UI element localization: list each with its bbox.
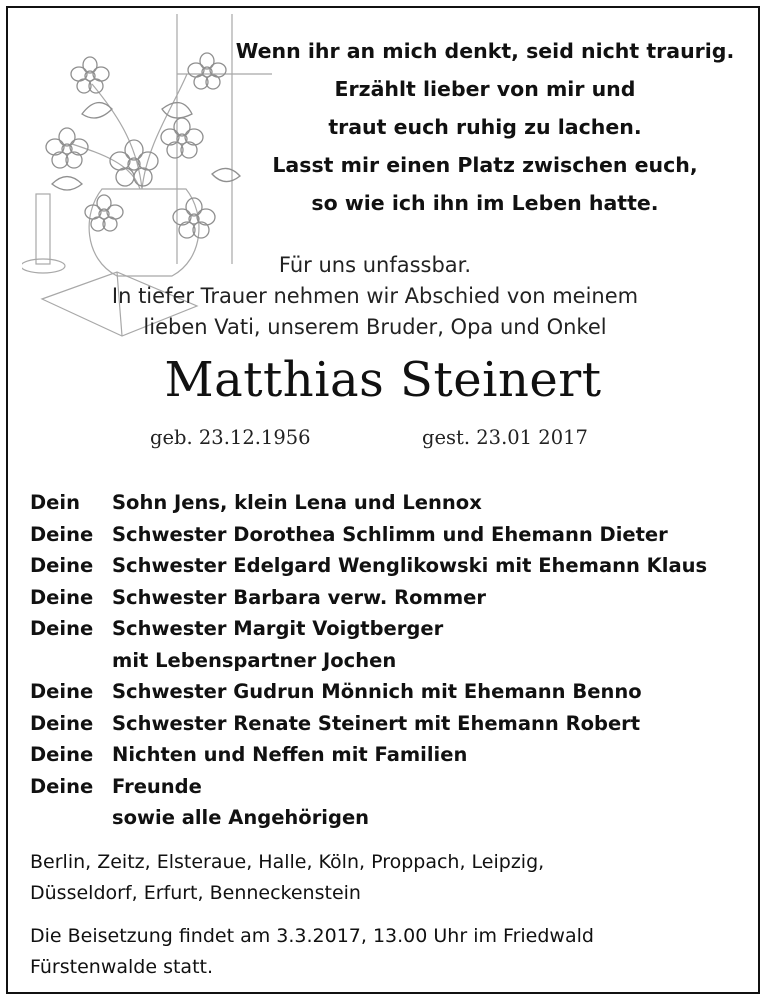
survivor-names: Schwester Margit Voigtberger xyxy=(112,617,444,640)
survivor-row xyxy=(30,802,760,834)
survivor-row xyxy=(30,519,760,551)
survivor-role: Dein xyxy=(30,491,80,514)
survivor-role: Deine xyxy=(30,774,94,798)
survivor-role: Deine xyxy=(30,585,94,609)
survivor-role: Deine xyxy=(30,711,94,735)
funeral-line: Die Beisetzung findet am 3.3.2017, 13.00 Uhr im Friedwald xyxy=(30,925,594,947)
survivor-names: Nichten und Neffen mit Familien xyxy=(112,743,468,766)
survivor-names: Schwester Gudrun Mönnich mit Ehemann Benno xyxy=(112,680,642,703)
survivor-row xyxy=(30,613,760,645)
funeral-line: Fürstenwalde statt. xyxy=(30,956,214,978)
survivor-role xyxy=(30,802,112,834)
survivor-role: Deine xyxy=(30,522,94,546)
survivor-names: sowie alle Angehörigen xyxy=(112,806,370,829)
survivor-role: Deine xyxy=(30,743,94,766)
survivor-names: Sohn Jens, klein Lena und Lennox xyxy=(112,491,482,514)
survivor-row xyxy=(30,708,760,740)
poem-line: traut euch ruhig zu lachen. xyxy=(328,115,642,139)
funeral-info xyxy=(30,921,750,983)
intro-text xyxy=(60,250,690,343)
intro-line: lieben Vati, unserem Bruder, Opa und Onkel xyxy=(143,315,607,339)
intro-line: Für uns unfassbar. xyxy=(278,253,472,277)
poem-line: Wenn ihr an mich denkt, seid nicht traurig. xyxy=(235,39,735,63)
survivor-names: Schwester Dorothea Schlimm und Ehemann Dieter xyxy=(112,522,668,546)
survivor-row xyxy=(30,645,760,677)
survivor-row xyxy=(30,771,760,803)
poem xyxy=(215,32,755,222)
poem-line: Lasst mir einen Platz zwischen euch, xyxy=(272,153,698,177)
poem-line: Erzählt lieber von mir und xyxy=(334,77,636,101)
birth-date: geb. 23.12.1956 xyxy=(150,426,311,449)
places-list xyxy=(30,847,750,909)
survivor-role: Deine xyxy=(30,680,94,703)
survivor-names: Schwester Barbara verw. Rommer xyxy=(112,585,487,609)
survivor-names: Freunde xyxy=(112,774,202,798)
places-line: Düsseldorf, Erfurt, Benneckenstein xyxy=(30,882,361,904)
survivor-names: mit Lebenspartner Jochen xyxy=(112,648,397,672)
survivor-row xyxy=(30,739,760,771)
intro-line: In tiefer Trauer nehmen wir Abschied von meinem xyxy=(111,284,639,308)
survivor-role xyxy=(30,645,112,677)
survivor-names: Schwester Edelgard Wenglikowski mit Ehemann Klaus xyxy=(112,554,708,577)
survivor-row xyxy=(30,582,760,614)
survivor-row xyxy=(30,487,760,519)
places-line: Berlin, Zeitz, Elsteraue, Halle, Köln, Proppach, Leipzig, xyxy=(30,851,545,873)
survivor-row xyxy=(30,550,760,582)
poem-line: so wie ich ihn im Leben hatte. xyxy=(311,191,659,215)
survivor-role: Deine xyxy=(30,554,94,577)
deceased-name: Matthias Steinert xyxy=(164,352,602,408)
death-date: gest. 23.01 2017 xyxy=(422,426,588,449)
survivors-list xyxy=(30,487,760,834)
survivor-row xyxy=(30,676,760,708)
survivor-names: Schwester Renate Steinert mit Ehemann Robert xyxy=(112,711,641,735)
survivor-role: Deine xyxy=(30,617,94,640)
